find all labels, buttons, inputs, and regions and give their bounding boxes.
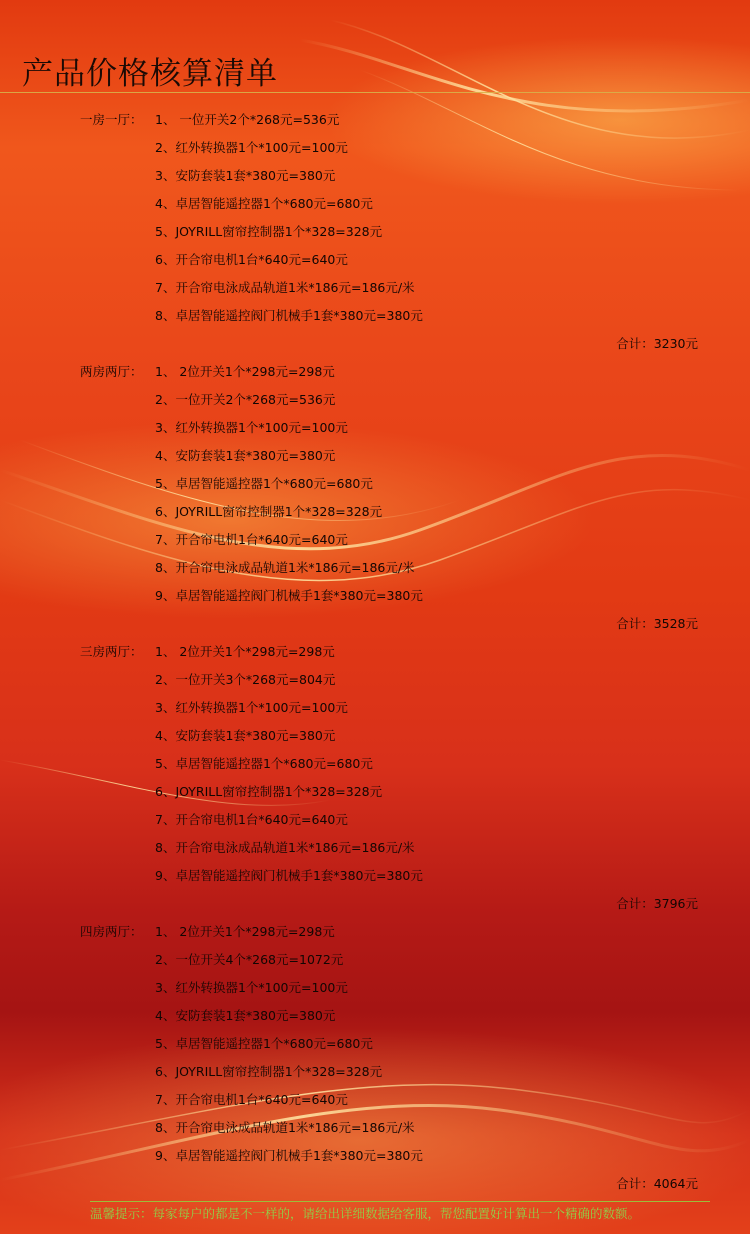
room-label: 三房两厅：: [80, 644, 143, 659]
section-total: 合计：3796元: [616, 896, 698, 911]
section-total: 合计：3528元: [616, 616, 698, 631]
room-label: 一房一厅：: [80, 112, 143, 127]
footer-divider: [90, 1201, 710, 1202]
title-divider: [0, 92, 750, 93]
section-total: 合计：4064元: [616, 1176, 698, 1191]
room-label: 两房两厅：: [80, 364, 143, 379]
footer-note: 温馨提示：每家每户的都是不一样的，请给出详细数据给客服，帮您配置好计算出一个精确的数额。: [90, 1206, 641, 1221]
section-total: 合计：3230元: [616, 336, 698, 351]
page-title: 产品价格核算清单: [22, 56, 278, 92]
room-label: 四房两厅：: [80, 924, 143, 939]
